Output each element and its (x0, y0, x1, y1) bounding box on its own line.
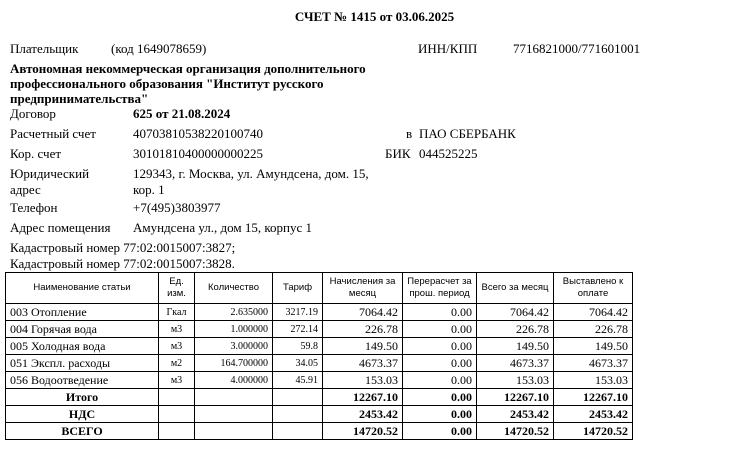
row-unit: м3 (159, 321, 195, 338)
row-recalc: 0.00 (403, 355, 477, 372)
grand-total-accrued: 14720.52 (323, 423, 403, 440)
payer-label: Плательщик (10, 41, 79, 56)
totals-accrued: 12267.10 (323, 389, 403, 406)
legal-address-line-2: кор. 1 (133, 182, 165, 197)
row-name: 051 Экспл. расходы (6, 355, 159, 372)
row-accrued: 149.50 (323, 338, 403, 355)
row-billed: 226.78 (554, 321, 633, 338)
legal-address-line-1: 129343, г. Москва, ул. Амундсена, дом. 15, (133, 166, 369, 181)
row-tariff: 59.8 (273, 338, 323, 355)
row-unit: Гкал (159, 304, 195, 321)
vat-label: НДС (6, 406, 159, 423)
legal-address-label-1: Юридический (10, 166, 90, 181)
row-accrued: 153.03 (323, 372, 403, 389)
grand-total-recalc: 0.00 (403, 423, 477, 440)
premises-label: Адрес помещения (10, 220, 111, 235)
vat-billed: 2453.42 (554, 406, 633, 423)
inn-value: 7716821000/771601001 (513, 41, 641, 56)
col-header-recalc: Перерасчет за прош. период (403, 273, 477, 304)
row-total: 4673.37 (477, 355, 554, 372)
row-qty: 3.000000 (195, 338, 273, 355)
row-qty: 2.635000 (195, 304, 273, 321)
table-header-row (6, 273, 633, 304)
payer-org-name: Автономная некоммерческая организация дополнительного профессионального образования "Институт русского предпринимательства" (10, 61, 366, 106)
premises-value: Амундсена ул., дом 15, корпус 1 (133, 220, 313, 235)
row-recalc: 0.00 (403, 372, 477, 389)
corr-account-label: Кор. счет (10, 146, 62, 161)
grand-total-label: ВСЕГО (6, 423, 159, 440)
row-accrued: 226.78 (323, 321, 403, 338)
row-billed: 4673.37 (554, 355, 633, 372)
inn-label: ИНН/КПП (418, 41, 478, 56)
phone-value: +7(495)3803977 (133, 200, 221, 215)
invoice-table (5, 272, 633, 440)
row-recalc: 0.00 (403, 321, 477, 338)
row-accrued: 4673.37 (323, 355, 403, 372)
row-name: 005 Холодная вода (6, 338, 159, 355)
totals-billed: 12267.10 (554, 389, 633, 406)
row-qty: 164.700000 (195, 355, 273, 372)
row-unit: м3 (159, 338, 195, 355)
row-tariff: 34.05 (273, 355, 323, 372)
col-header-accrued: Начисления за месяц (323, 273, 403, 304)
row-billed: 149.50 (554, 338, 633, 355)
payer-code: (код 1649078659) (111, 41, 207, 56)
row-tariff: 45.91 (273, 372, 323, 389)
row-accrued: 7064.42 (323, 304, 403, 321)
table-row (6, 372, 633, 389)
row-total: 153.03 (477, 372, 554, 389)
bank-prefix: в (406, 126, 413, 141)
invoice-title: СЧЕТ № 1415 от 03.06.2025 (294, 9, 455, 24)
table-row (6, 304, 633, 321)
cadastral-line-1: Кадастровый номер 77:02:0015007:3827; (10, 240, 236, 255)
cadastral-line-2: Кадастровый номер 77:02:0015007:3828. (10, 256, 235, 271)
col-header-tariff: Тариф (273, 273, 323, 304)
col-header-name: Наименование статьи (6, 273, 159, 304)
row-total: 226.78 (477, 321, 554, 338)
row-qty: 4.000000 (195, 372, 273, 389)
totals-label: Итого (6, 389, 159, 406)
legal-address-label-2: адрес (10, 182, 41, 197)
totals-total: 12267.10 (477, 389, 554, 406)
row-billed: 7064.42 (554, 304, 633, 321)
row-name: 004 Горячая вода (6, 321, 159, 338)
vat-total: 2453.42 (477, 406, 554, 423)
col-header-qty: Количество (195, 273, 273, 304)
cut-off-footer (0, 451, 749, 456)
row-recalc: 0.00 (403, 304, 477, 321)
table-row (6, 321, 633, 338)
row-recalc: 0.00 (403, 338, 477, 355)
row-tariff: 272.14 (273, 321, 323, 338)
bik-value: 044525225 (419, 146, 478, 161)
vat-recalc: 0.00 (403, 406, 477, 423)
row-total: 7064.42 (477, 304, 554, 321)
table-row (6, 338, 633, 355)
bank-name: ПАО СБЕРБАНК (419, 126, 516, 141)
vat-row (6, 406, 633, 423)
corr-account-value: 30101810400000000225 (133, 146, 263, 161)
table-row (6, 355, 633, 372)
totals-recalc: 0.00 (403, 389, 477, 406)
contract-value: 625 от 21.08.2024 (133, 106, 231, 121)
row-tariff: 3217.19 (273, 304, 323, 321)
row-name: 056 Водоотведение (6, 372, 159, 389)
col-header-billed: Выставлено к оплате (554, 273, 633, 304)
account-label: Расчетный счет (10, 126, 96, 141)
row-unit: м2 (159, 355, 195, 372)
row-unit: м3 (159, 372, 195, 389)
row-billed: 153.03 (554, 372, 633, 389)
col-header-total: Всего за месяц (477, 273, 554, 304)
vat-accrued: 2453.42 (323, 406, 403, 423)
contract-label: Договор (10, 106, 56, 121)
bik-label: БИК (385, 146, 411, 161)
grand-total-total: 14720.52 (477, 423, 554, 440)
row-qty: 1.000000 (195, 321, 273, 338)
row-total: 149.50 (477, 338, 554, 355)
row-name: 003 Отопление (6, 304, 159, 321)
totals-row (6, 389, 633, 406)
account-value: 40703810538220100740 (133, 126, 263, 141)
col-header-unit: Ед. изм. (159, 273, 195, 304)
grand-total-billed: 14720.52 (554, 423, 633, 440)
phone-label: Телефон (10, 200, 58, 215)
grand-total-row (6, 423, 633, 440)
